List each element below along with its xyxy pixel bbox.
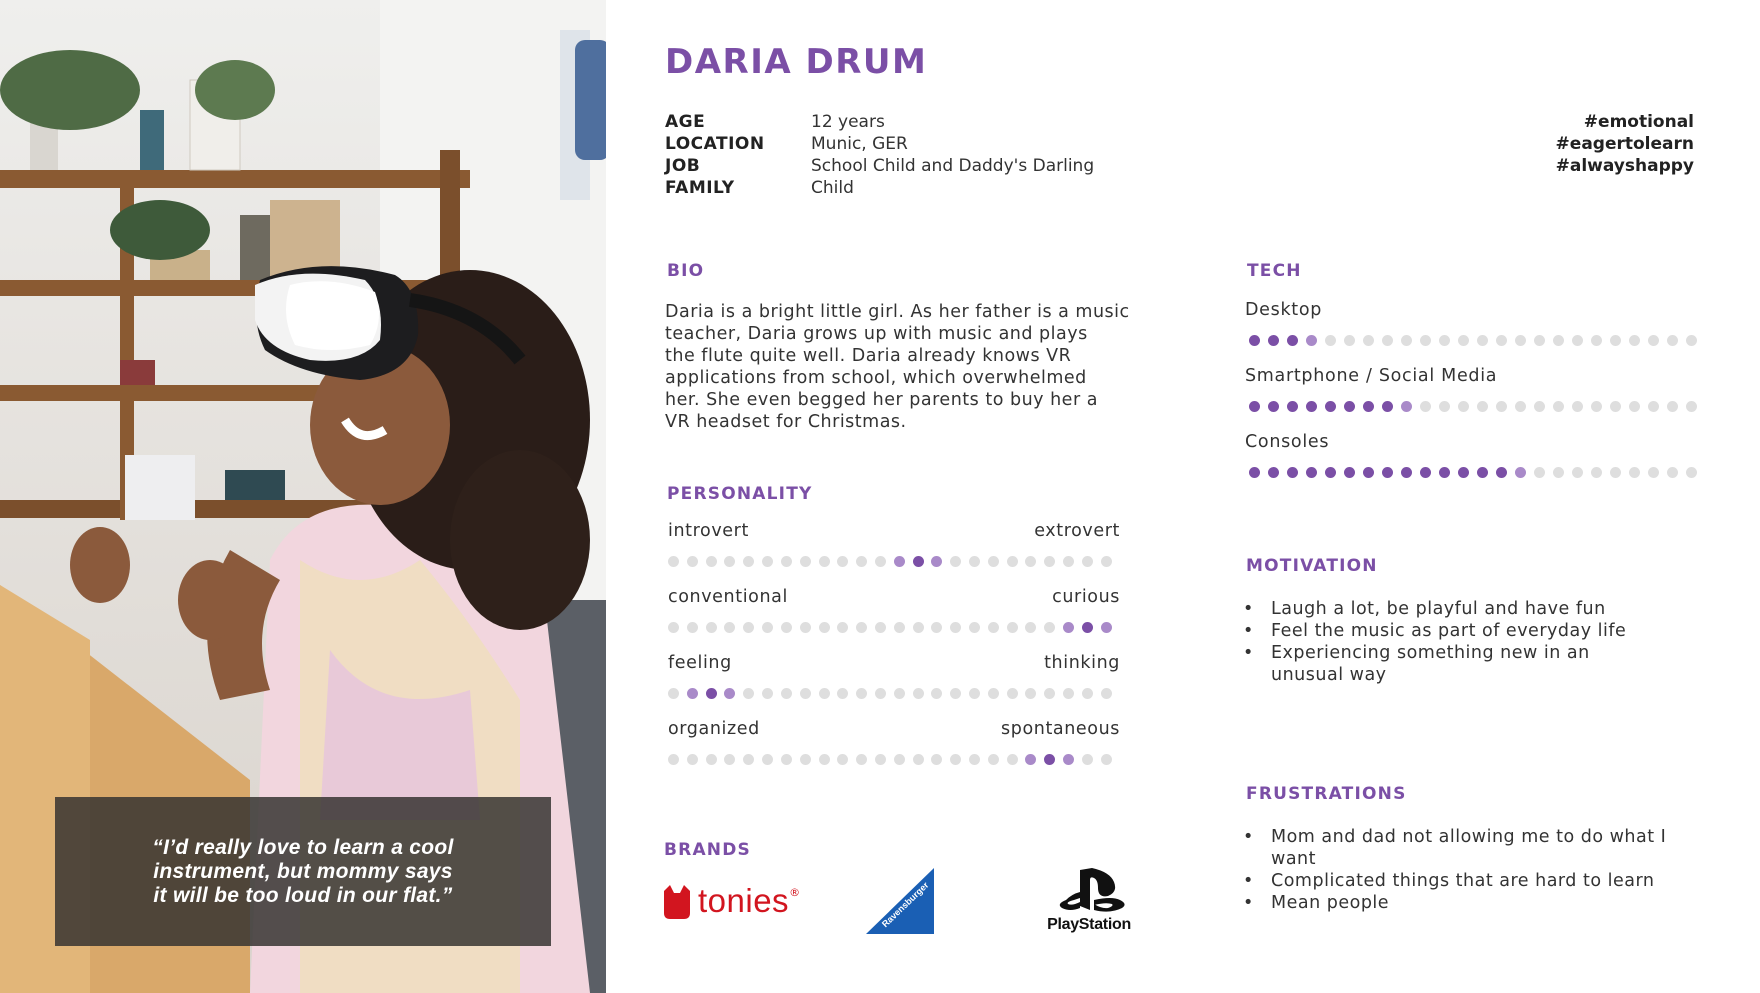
scale-dot bbox=[1553, 467, 1564, 478]
scale-dot bbox=[1667, 467, 1678, 478]
scale-dot bbox=[875, 556, 886, 567]
scale-dot bbox=[1101, 754, 1112, 765]
fact-label: LOCATION bbox=[665, 134, 765, 154]
scale-dot bbox=[1025, 688, 1036, 699]
scale-dot bbox=[1044, 754, 1055, 765]
persona-name: DARIA DRUM bbox=[665, 42, 928, 82]
scale-dot bbox=[969, 556, 980, 567]
scale-dot bbox=[988, 754, 999, 765]
scale-dot bbox=[800, 556, 811, 567]
scale-dot bbox=[1044, 622, 1055, 633]
scale-dot bbox=[1553, 401, 1564, 412]
scale-dot bbox=[1044, 556, 1055, 567]
scale-dot bbox=[1382, 401, 1393, 412]
tech-label: Smartphone / Social Media bbox=[1245, 366, 1498, 386]
fact-label: AGE bbox=[665, 112, 706, 132]
scale-dot bbox=[800, 688, 811, 699]
trait-right-label: spontaneous bbox=[1001, 719, 1120, 739]
scale-dot bbox=[1477, 467, 1488, 478]
scale-dot bbox=[913, 688, 924, 699]
scale-dot bbox=[706, 688, 717, 699]
scale-dot bbox=[875, 622, 886, 633]
scale-dot bbox=[1572, 467, 1583, 478]
scale-dot bbox=[1101, 556, 1112, 567]
fact-family bbox=[665, 177, 1094, 199]
scale-dot bbox=[1458, 467, 1469, 478]
scale-dot bbox=[724, 688, 735, 699]
scale-dot bbox=[687, 622, 698, 633]
scale-dot bbox=[913, 754, 924, 765]
list-item: • Complicated things that are hard to learn bbox=[1243, 870, 1683, 892]
scale-dot bbox=[950, 688, 961, 699]
scale-dot bbox=[781, 688, 792, 699]
playstation-symbol-icon bbox=[1044, 868, 1134, 914]
trait-dots bbox=[668, 754, 1112, 765]
scale-dot bbox=[1268, 401, 1279, 412]
tech-dots bbox=[1249, 335, 1697, 346]
scale-dot bbox=[781, 754, 792, 765]
list-item: • Experiencing something new in an unusual way bbox=[1243, 642, 1631, 686]
tech-desktop bbox=[1245, 300, 1697, 366]
scale-dot bbox=[1082, 556, 1093, 567]
scale-dot bbox=[1287, 335, 1298, 346]
scale-dot bbox=[1007, 688, 1018, 699]
scale-dot bbox=[1610, 467, 1621, 478]
scale-dot bbox=[1025, 556, 1036, 567]
scale-dot bbox=[743, 754, 754, 765]
scale-dot bbox=[969, 754, 980, 765]
fact-value: Child bbox=[811, 178, 854, 198]
scale-dot bbox=[913, 622, 924, 633]
ravensburger-wordmark: Ravensburger bbox=[880, 879, 931, 930]
fact-location bbox=[665, 133, 1094, 155]
scale-dot bbox=[856, 556, 867, 567]
tech-consoles bbox=[1245, 432, 1697, 498]
trait-right-label: curious bbox=[1052, 587, 1120, 607]
scale-dot bbox=[706, 622, 717, 633]
hashtag: #alwayshappy bbox=[1555, 156, 1694, 176]
scale-dot bbox=[1401, 467, 1412, 478]
scale-dot bbox=[856, 754, 867, 765]
scale-dot bbox=[1648, 401, 1659, 412]
trait-scale bbox=[668, 587, 1120, 653]
scale-dot bbox=[1287, 467, 1298, 478]
registered-mark: ® bbox=[789, 886, 801, 899]
scale-dot bbox=[687, 556, 698, 567]
scale-dot bbox=[1325, 401, 1336, 412]
scale-dot bbox=[988, 556, 999, 567]
scale-dot bbox=[913, 556, 924, 567]
scale-dot bbox=[668, 688, 679, 699]
scale-dot bbox=[1025, 754, 1036, 765]
bio-text: Daria is a bright little girl. As her father is a music teacher, Daria grows up with music and plays the flute quite well. Daria already knows VR applications from school, which overwhelmed her. She even begged her parents to buy her a VR headset for Christmas. bbox=[665, 302, 1130, 432]
scale-dot bbox=[1249, 335, 1260, 346]
personality-title: PERSONALITY bbox=[667, 484, 813, 504]
scale-dot bbox=[1344, 467, 1355, 478]
scale-dot bbox=[931, 622, 942, 633]
persona-quote: “I’d really love to learn a cool instrument, but mommy says it will be too loud in our flat.” bbox=[152, 835, 454, 907]
scale-dot bbox=[1629, 401, 1640, 412]
scale-dot bbox=[1496, 335, 1507, 346]
scale-dot bbox=[875, 754, 886, 765]
tech-dots bbox=[1249, 467, 1697, 478]
scale-dot bbox=[1063, 688, 1074, 699]
scale-dot bbox=[1082, 688, 1093, 699]
trait-scale bbox=[668, 719, 1120, 785]
list-item: • Mean people bbox=[1243, 892, 1683, 914]
scale-dot bbox=[800, 622, 811, 633]
scale-dot bbox=[1439, 401, 1450, 412]
scale-dot bbox=[1363, 401, 1374, 412]
persona-facts bbox=[665, 111, 1094, 199]
scale-dot bbox=[762, 622, 773, 633]
scale-dot bbox=[1382, 467, 1393, 478]
scale-dot bbox=[1515, 467, 1526, 478]
scale-dot bbox=[950, 556, 961, 567]
scale-dot bbox=[1007, 622, 1018, 633]
scale-dot bbox=[1477, 335, 1488, 346]
fact-value: 12 years bbox=[811, 112, 885, 132]
scale-dot bbox=[931, 556, 942, 567]
scale-dot bbox=[1667, 335, 1678, 346]
scale-dot bbox=[1268, 467, 1279, 478]
scale-dot bbox=[1007, 556, 1018, 567]
trait-left-label: feeling bbox=[668, 653, 732, 673]
scale-dot bbox=[894, 754, 905, 765]
trait-dots bbox=[668, 622, 1112, 633]
frustrations-list bbox=[1243, 826, 1683, 914]
scale-dot bbox=[1553, 335, 1564, 346]
trait-left-label: organized bbox=[668, 719, 760, 739]
trait-dots bbox=[668, 688, 1112, 699]
scale-dot bbox=[1515, 335, 1526, 346]
ravensburger-logo bbox=[866, 868, 934, 934]
scale-dot bbox=[1325, 467, 1336, 478]
scale-dot bbox=[1268, 335, 1279, 346]
scale-dot bbox=[1063, 754, 1074, 765]
scale-dot bbox=[1044, 688, 1055, 699]
tech-label: Consoles bbox=[1245, 432, 1330, 452]
trait-scale bbox=[668, 521, 1120, 587]
scale-dot bbox=[1306, 401, 1317, 412]
motivation-list bbox=[1243, 598, 1683, 686]
scale-dot bbox=[988, 622, 999, 633]
scale-dot bbox=[762, 688, 773, 699]
scale-dot bbox=[969, 688, 980, 699]
scale-dot bbox=[1686, 467, 1697, 478]
motivation-title: MOTIVATION bbox=[1246, 556, 1378, 576]
scale-dot bbox=[1591, 467, 1602, 478]
scale-dot bbox=[687, 688, 698, 699]
scale-dot bbox=[1082, 754, 1093, 765]
scale-dot bbox=[1515, 401, 1526, 412]
scale-dot bbox=[762, 754, 773, 765]
scale-dot bbox=[1025, 622, 1036, 633]
scale-dot bbox=[1007, 754, 1018, 765]
scale-dot bbox=[800, 754, 811, 765]
scale-dot bbox=[1101, 688, 1112, 699]
scale-dot bbox=[1420, 467, 1431, 478]
persona-photo bbox=[0, 0, 606, 993]
scale-dot bbox=[1401, 335, 1412, 346]
scale-dot bbox=[1667, 401, 1678, 412]
scale-dot bbox=[781, 556, 792, 567]
scale-dot bbox=[1477, 401, 1488, 412]
scale-dot bbox=[1591, 401, 1602, 412]
scale-dot bbox=[1401, 401, 1412, 412]
tonies-logo bbox=[662, 882, 800, 920]
bio-title: BIO bbox=[667, 261, 705, 281]
scale-dot bbox=[1572, 401, 1583, 412]
list-item: • Feel the music as part of everyday life bbox=[1243, 620, 1683, 642]
tech-scales bbox=[1245, 300, 1697, 498]
scale-dot bbox=[894, 688, 905, 699]
scale-dot bbox=[1363, 335, 1374, 346]
scale-dot bbox=[1344, 401, 1355, 412]
trait-scale bbox=[668, 653, 1120, 719]
scale-dot bbox=[837, 754, 848, 765]
trait-right-label: thinking bbox=[1044, 653, 1120, 673]
scale-dot bbox=[1306, 335, 1317, 346]
scale-dot bbox=[1382, 335, 1393, 346]
list-item: • Mom and dad not allowing me to do what I want bbox=[1243, 826, 1683, 870]
trait-dots bbox=[668, 556, 1112, 567]
scale-dot bbox=[950, 622, 961, 633]
scale-dot bbox=[1325, 335, 1336, 346]
scale-dot bbox=[1101, 622, 1112, 633]
brands-title: BRANDS bbox=[664, 840, 751, 860]
scale-dot bbox=[819, 622, 830, 633]
trait-left-label: introvert bbox=[668, 521, 749, 541]
fact-label: FAMILY bbox=[665, 178, 735, 198]
scale-dot bbox=[1458, 335, 1469, 346]
scale-dot bbox=[1458, 401, 1469, 412]
playstation-wordmark: PlayStation bbox=[1047, 916, 1131, 933]
scale-dot bbox=[1496, 467, 1507, 478]
scale-dot bbox=[1686, 335, 1697, 346]
scale-dot bbox=[1439, 467, 1450, 478]
scale-dot bbox=[687, 754, 698, 765]
scale-dot bbox=[1249, 467, 1260, 478]
scale-dot bbox=[724, 754, 735, 765]
scale-dot bbox=[1534, 335, 1545, 346]
tonies-figure-icon bbox=[662, 883, 692, 919]
trait-right-label: extrovert bbox=[1034, 521, 1120, 541]
scale-dot bbox=[931, 754, 942, 765]
scale-dot bbox=[1629, 467, 1640, 478]
fact-label: JOB bbox=[665, 156, 701, 176]
trait-left-label: conventional bbox=[668, 587, 788, 607]
scale-dot bbox=[1363, 467, 1374, 478]
scale-dot bbox=[706, 556, 717, 567]
scale-dot bbox=[1534, 401, 1545, 412]
scale-dot bbox=[1534, 467, 1545, 478]
scale-dot bbox=[1082, 622, 1093, 633]
scale-dot bbox=[875, 688, 886, 699]
scale-dot bbox=[1306, 467, 1317, 478]
scale-dot bbox=[1063, 556, 1074, 567]
scale-dot bbox=[724, 622, 735, 633]
scale-dot bbox=[743, 688, 754, 699]
hashtag: #eagertolearn bbox=[1555, 134, 1694, 154]
list-item: • Laugh a lot, be playful and have fun bbox=[1243, 598, 1683, 620]
fact-value: School Child and Daddy's Darling bbox=[811, 156, 1095, 176]
frustrations-title: FRUSTRATIONS bbox=[1246, 784, 1407, 804]
scale-dot bbox=[1648, 467, 1659, 478]
scale-dot bbox=[931, 688, 942, 699]
scale-dot bbox=[894, 622, 905, 633]
scale-dot bbox=[819, 688, 830, 699]
scale-dot bbox=[724, 556, 735, 567]
scale-dot bbox=[1420, 401, 1431, 412]
scale-dot bbox=[837, 556, 848, 567]
scale-dot bbox=[1439, 335, 1450, 346]
scale-dot bbox=[762, 556, 773, 567]
scale-dot bbox=[668, 754, 679, 765]
scale-dot bbox=[856, 688, 867, 699]
scale-dot bbox=[1287, 401, 1298, 412]
scale-dot bbox=[894, 556, 905, 567]
scale-dot bbox=[781, 622, 792, 633]
scale-dot bbox=[1610, 401, 1621, 412]
scale-dot bbox=[668, 556, 679, 567]
fact-value: Munic, GER bbox=[811, 134, 908, 154]
scale-dot bbox=[1344, 335, 1355, 346]
scale-dot bbox=[706, 754, 717, 765]
scale-dot bbox=[969, 622, 980, 633]
scale-dot bbox=[988, 688, 999, 699]
scale-dot bbox=[1063, 622, 1074, 633]
scale-dot bbox=[1496, 401, 1507, 412]
scale-dot bbox=[837, 622, 848, 633]
tech-dots bbox=[1249, 401, 1697, 412]
fact-age bbox=[665, 111, 1094, 133]
tech-smartphone bbox=[1245, 366, 1697, 432]
hashtag: #emotional bbox=[1583, 112, 1694, 132]
scale-dot bbox=[1572, 335, 1583, 346]
tech-label: Desktop bbox=[1245, 300, 1323, 320]
scale-dot bbox=[743, 556, 754, 567]
scale-dot bbox=[837, 688, 848, 699]
scale-dot bbox=[1610, 335, 1621, 346]
scale-dot bbox=[950, 754, 961, 765]
quote-box bbox=[55, 797, 551, 946]
scale-dot bbox=[1629, 335, 1640, 346]
scale-dot bbox=[819, 754, 830, 765]
scale-dot bbox=[1420, 335, 1431, 346]
hashtags bbox=[1556, 111, 1694, 177]
scale-dot bbox=[1686, 401, 1697, 412]
tonies-wordmark: tonies bbox=[698, 882, 790, 919]
fact-job bbox=[665, 155, 1094, 177]
tech-title: TECH bbox=[1247, 261, 1302, 281]
scale-dot bbox=[743, 622, 754, 633]
scale-dot bbox=[1648, 335, 1659, 346]
scale-dot bbox=[1591, 335, 1602, 346]
scale-dot bbox=[668, 622, 679, 633]
playstation-logo bbox=[1044, 868, 1134, 938]
scale-dot bbox=[819, 556, 830, 567]
scale-dot bbox=[1249, 401, 1260, 412]
personality-scales bbox=[668, 521, 1120, 785]
scale-dot bbox=[856, 622, 867, 633]
